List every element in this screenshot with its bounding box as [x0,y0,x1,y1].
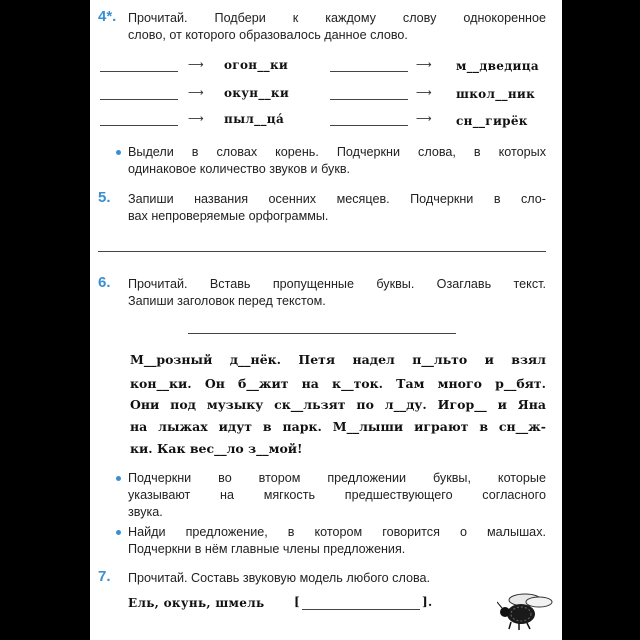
task6-bullet1-line1: Подчеркни во втором предложении буквы, которые [128,471,546,485]
word-shkolnik: школ__ник [456,87,536,101]
arrow-right-icon: ⟶ [416,112,432,125]
task6-number: 6. [98,274,111,291]
task6-bullet2-line1: Найди предложение, в котором говорится о малышах. [128,525,546,539]
task5-instruction-line1: Запиши названия осенних месяцев. Подчеркни в сло- [128,192,546,206]
answer-line[interactable] [330,71,408,72]
task7-instruction: Прочитай. Составь звуковую модель любого слова. [128,571,431,585]
sound-model-answer-line[interactable] [302,609,420,610]
bracket-close: ]. [422,595,433,609]
arrow-right-icon: ⟶ [416,86,432,99]
task5-number: 5. [98,189,111,206]
task6-instruction-line1: Прочитай. Вставь пропущенные буквы. Озаглавь текст. [128,277,546,291]
word-okunki: окун__ки [224,86,290,100]
task7-words: Ель, окунь, шмель [128,596,265,610]
arrow-right-icon: ⟶ [188,112,204,125]
story-line: М__розный д__нёк. Петя надел п__льто и взял [130,352,546,367]
task4-number: 4*. [98,8,117,25]
story-line: на лыжах идут в парк. М__лыши играют в сн__ж- [130,419,546,434]
answer-line[interactable] [100,71,178,72]
task6-bullet1-line3: звука. [128,505,163,519]
arrow-right-icon: ⟶ [188,58,204,71]
arrow-right-icon: ⟶ [188,86,204,99]
bullet-icon [116,530,121,535]
story-line: ки. Как вес__ло з__мой! [130,441,303,456]
task6-bullet2-line2: Подчеркни в нём главные члены предложения. [128,542,406,556]
task6-bullet1-line2: указывают на мягкость предшествующего согласного [128,488,546,502]
answer-line[interactable] [330,99,408,100]
story-line: кон__ки. Он б__жит на к__ток. Там много р__бят. [130,376,546,391]
arrow-right-icon: ⟶ [416,58,432,71]
word-ogonki: огон__ки [224,58,289,72]
answer-line[interactable] [330,125,408,126]
task6-instruction-line2: Запиши заголовок перед текстом. [128,294,326,308]
task4-instruction-line1: Прочитай. Подбери к каждому слову однокоренное [128,11,546,25]
title-answer-line[interactable] [188,333,456,334]
task4-instruction-line2: слово, от которого образовалось данное слово. [128,28,408,42]
bullet-icon [116,476,121,481]
word-medveditsa: м__дведица [456,59,539,73]
answer-line[interactable] [98,251,546,252]
task4-bullet-line1: Выдели в словах корень. Подчеркни слова, в которых [128,145,546,159]
task7-number: 7. [98,568,111,585]
task5-instruction-line2: вах непроверяемые орфограммы. [128,209,329,223]
bracket-open: [ [294,595,300,609]
bullet-icon [116,150,121,155]
word-snegiryok: сн__гирёк [456,114,528,128]
story-line: Они под музыку ск__льзят по л__ду. Игор__ и Яна [130,397,546,412]
bumblebee-icon [497,592,559,630]
answer-line[interactable] [100,125,178,126]
word-pyltsa: пыл__ца́ [224,112,285,126]
task4-bullet-line2: одинаковое количество звуков и букв. [128,162,351,176]
answer-line[interactable] [100,99,178,100]
